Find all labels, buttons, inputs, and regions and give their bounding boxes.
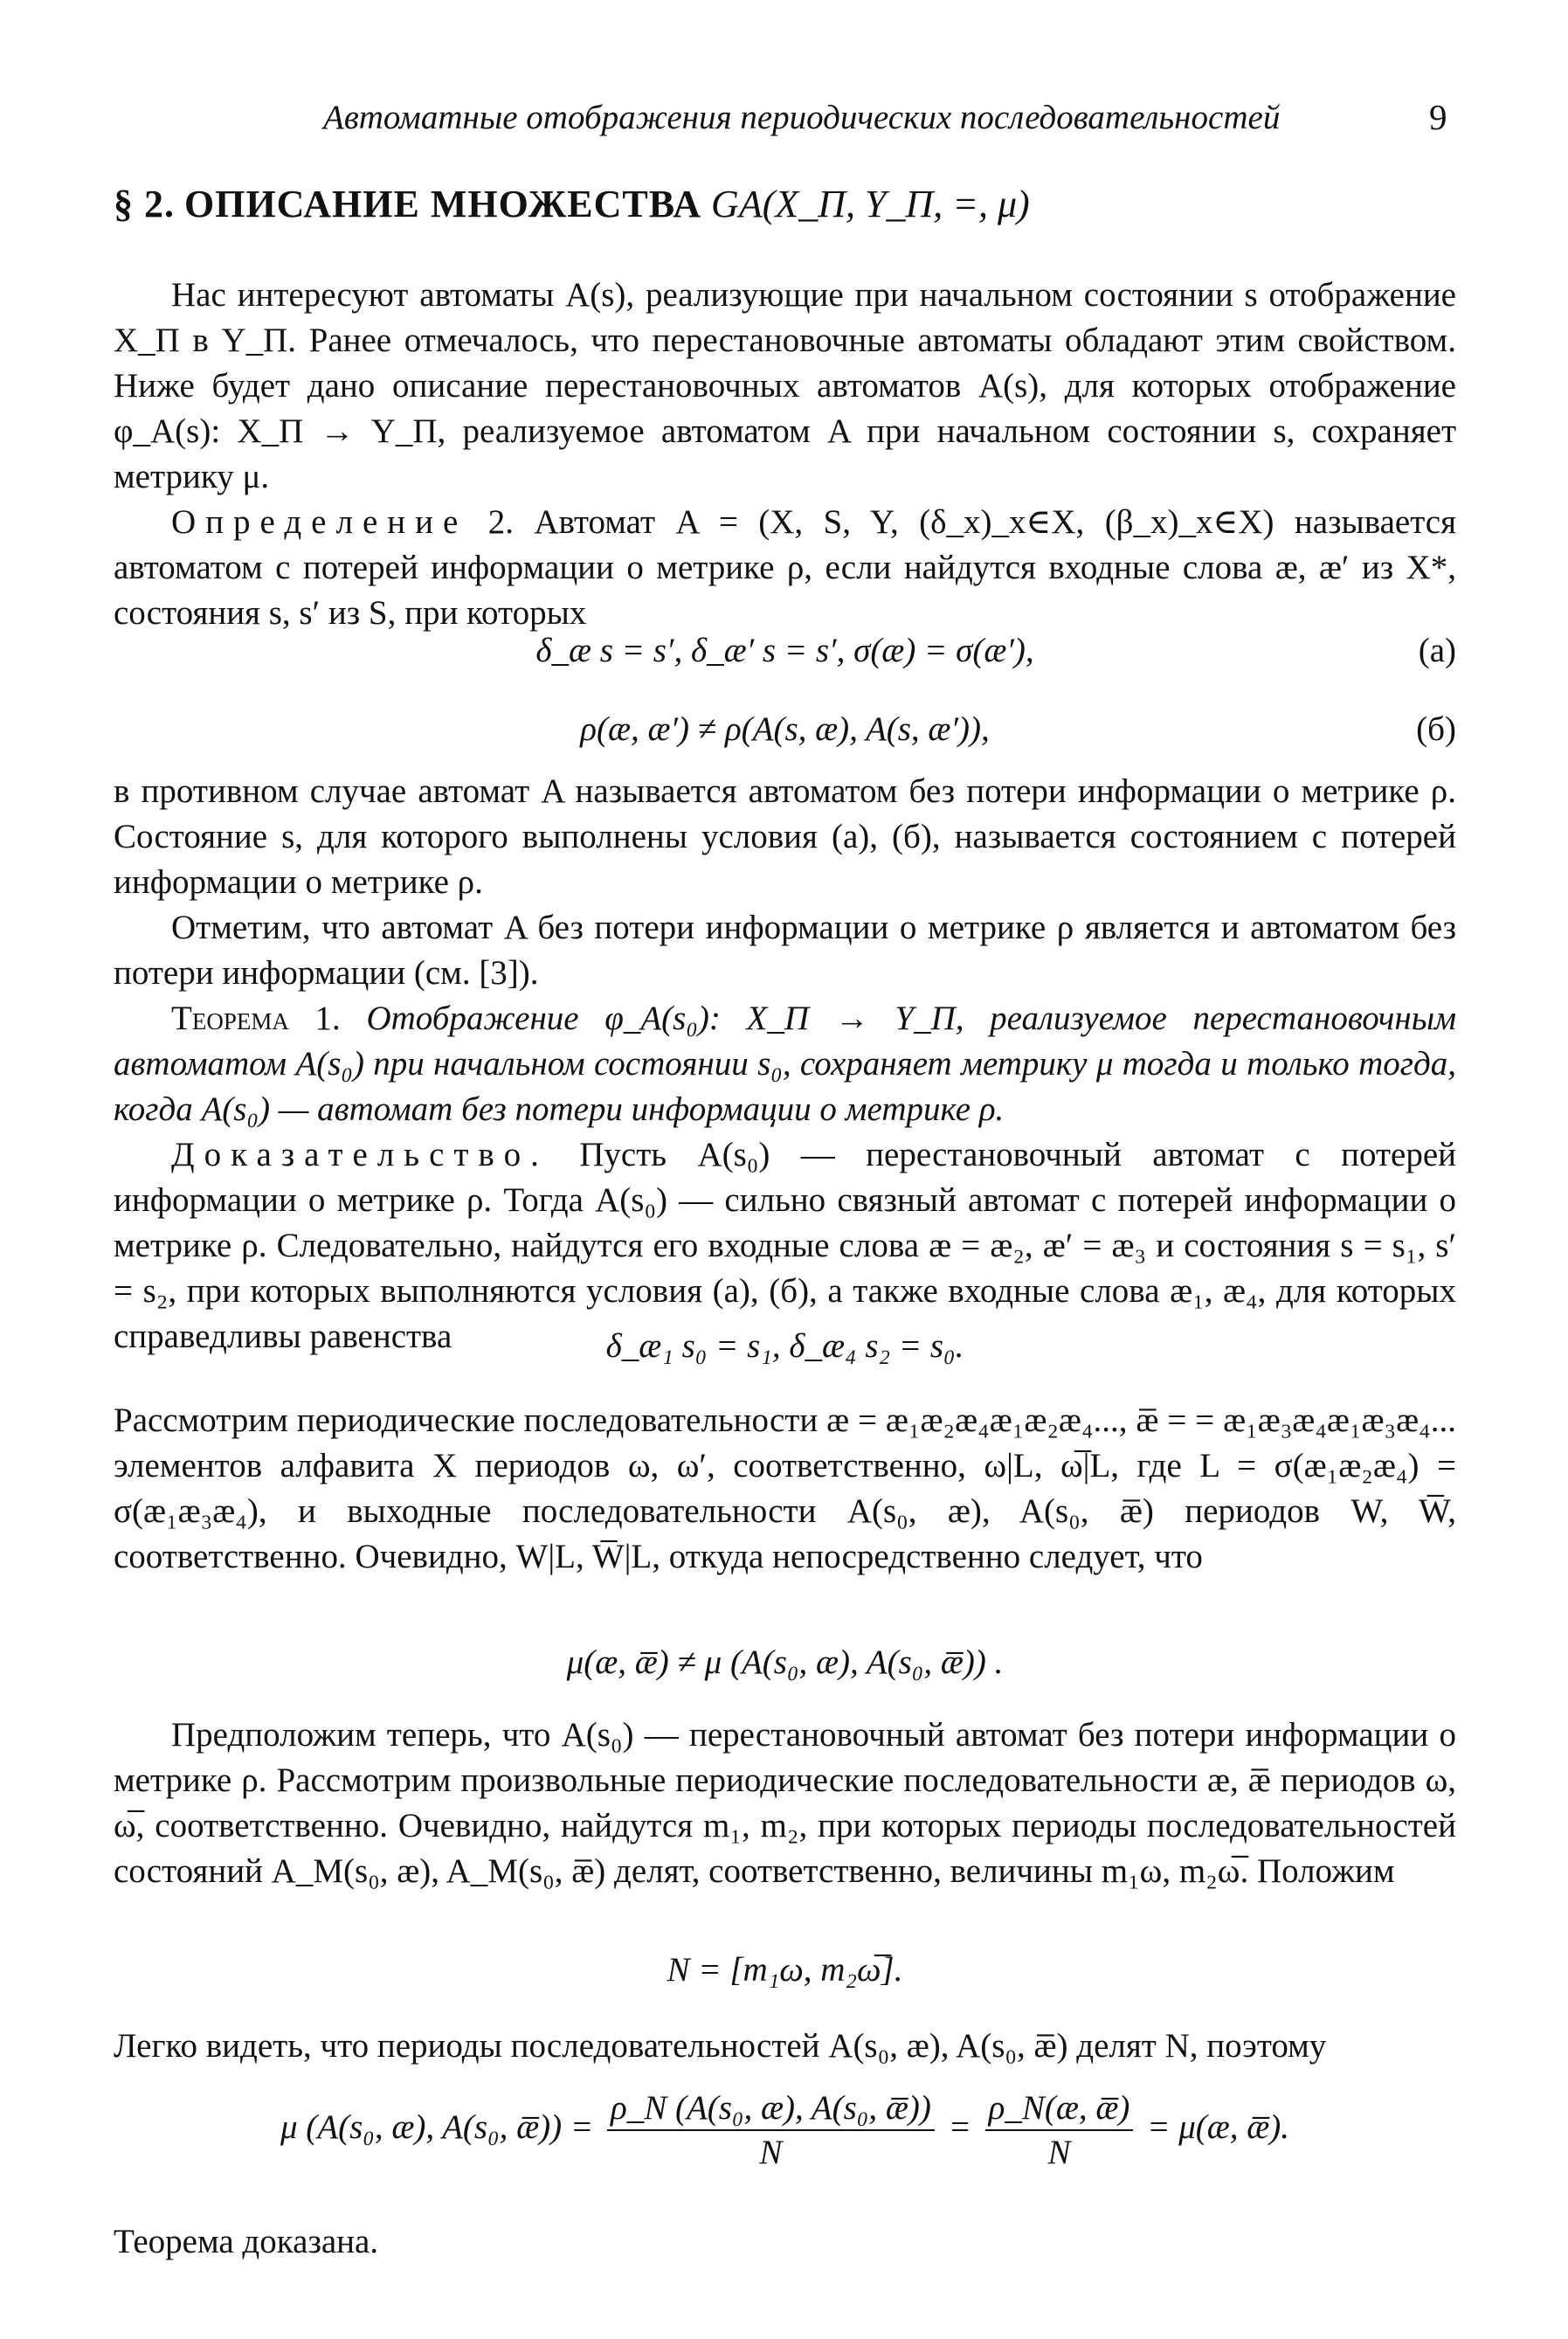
proof-label: Доказательство.: [171, 1136, 549, 1173]
equation-a-label: (а): [1418, 632, 1456, 669]
fraction-1: [607, 2088, 935, 2172]
equation-b: ρ(æ, æ′) ≠ ρ(A(s, æ), A(s, æ′)),: [580, 710, 990, 748]
fraction-1-numerator: ρ_N (A(s₀, æ), A(s₀, æ̅)): [607, 2088, 935, 2131]
theorem-label: Теорема 1.: [171, 1000, 341, 1037]
definition-2: [114, 500, 1456, 636]
paragraph-consider: Рассмотрим периодические последовательности æ = æ₁æ₂æ₄æ₁æ₂æ₄..., æ̅ = = æ₁æ₃æ₄æ₁æ₃æ₄... элементов алфавита X периодов ω, ω′, соответственно, ω|L, ω̅|L, где L = σ(æ₁æ₂æ₄) = σ(æ₁æ₃æ₄), и выходные последовательности A(s₀, æ), A(s₀, æ̅) периодов W, W̅, соответственно. Очевидно, W|L, W̅|L, откуда непосредственно следует, что: [114, 1401, 1456, 1575]
equation-a: δ_æ s = s′, δ_æ′ s = s′, σ(æ) = σ(æ′),: [535, 632, 1034, 669]
running-title: Автоматные отображения периодических последовательностей: [323, 99, 1281, 136]
paragraph-note: Отметим, что автомат A без потери информации о метрике ρ является и автоматом без потери информации (см. [3]).: [114, 909, 1456, 992]
page-number: 9: [1429, 97, 1447, 137]
section-title-math: GA(X_П, Y_П, =, μ): [711, 183, 1030, 225]
eq-final-equals: =: [948, 2107, 971, 2146]
equation-delta: δ_æ₁ s₀ = s₁, δ_æ₄ s₂ = s₀.: [605, 1327, 964, 1365]
eq-final-lhs: μ (A(s₀, æ), A(s₀, æ̅)) =: [280, 2107, 594, 2146]
equation-N: N = [m₁ω, m₂ω̅].: [667, 1951, 903, 1989]
section-number: § 2.: [114, 183, 175, 225]
paragraph-easy: Легко видеть, что периоды последовательностей A(s₀, æ), A(s₀, æ̅) делят N, поэтому: [114, 2027, 1327, 2065]
definition-label: Определение: [171, 503, 468, 541]
paragraph-intro: Нас интересуют автоматы A(s), реализующие при начальном состоянии s отображение X_П в Y_П. Ранее отмечалось, что перестановочные автоматы обладают этим свойством. Ниже будет дано описание перестановочных автоматов A(s), для которых отображение φ_A(s): X_П → Y_П, реализуемое автоматом A при начальном состоянии s, сохраняет метрику μ.: [114, 276, 1456, 495]
fraction-2: [985, 2088, 1134, 2172]
paragraph-otherwise: в противном случае автомат A называется автоматом без потери информации о метрике ρ. Состояние s, для которого выполнены условия (а), (б), называется состоянием с потерей информации о метрике ρ.: [114, 772, 1456, 901]
fraction-2-denominator: N: [1047, 2134, 1071, 2171]
proof-text: Пусть A(s₀) — перестановочный автомат с потерей информации о метрике ρ. Тогда A(s₀) — сильно связный автомат с потерей информации о метрике ρ. Следовательно, найдутся его входные слова æ = æ₂, æ′ = æ₃ и состояния s = s₁, s′ = s₂, при которых выполняются условия (а), (б), а также входные слова æ₁, æ₄, для которых справедливы равенства: [114, 1136, 1457, 1355]
equation-mu-neq: μ(æ, æ̅) ≠ μ (A(s₀, æ), A(s₀, æ̅)) .: [566, 1644, 1004, 1681]
proof: [114, 1132, 1456, 1360]
paragraph-suppose: Предположим теперь, что A(s₀) — перестановочный автомат без потери информации о метрике ρ. Рассмотрим произвольные периодические последовательности æ, æ̅ периодов ω, ω̅, соответственно. Очевидно, найдутся m₁, m₂, при которых периоды последовательностей состояний A_M(s₀, æ), A_M(s₀, æ̅) делят, соответственно, величины m₁ω, m₂ω̅. Положим: [114, 1716, 1456, 1890]
definition-text: 2. Автомат A = (X, S, Y, (δ_x)_x∈X, (β_x)_x∈X) называется автоматом с потерей информации о метрике ρ, если найдутся входные слова æ, æ′ из X*, состояния s, s′ из S, при которых: [114, 503, 1457, 632]
theorem-text: Отображение φ_A(s₀): X_П → Y_П, реализуемое перестановочным автоматом A(s₀) при начальном состоянии s₀, сохраняет метрику μ тогда и только тогда, когда A(s₀) — автомат без потери информации о метрике ρ.: [114, 1000, 1457, 1128]
paragraph-end: Теорема доказана.: [114, 2223, 379, 2260]
fraction-2-numerator: ρ_N(æ, æ̅): [985, 2088, 1134, 2131]
section-title: [114, 182, 1030, 226]
equation-b-label: (б): [1416, 710, 1456, 748]
eq-final-rhs: = μ(æ, æ̅).: [1147, 2107, 1290, 2146]
fraction-1-denominator: N: [759, 2134, 783, 2171]
equation-final: [114, 2088, 1456, 2172]
section-title-text: ОПИСАНИЕ МНОЖЕСТВА: [184, 183, 702, 225]
theorem-1: [114, 996, 1456, 1132]
